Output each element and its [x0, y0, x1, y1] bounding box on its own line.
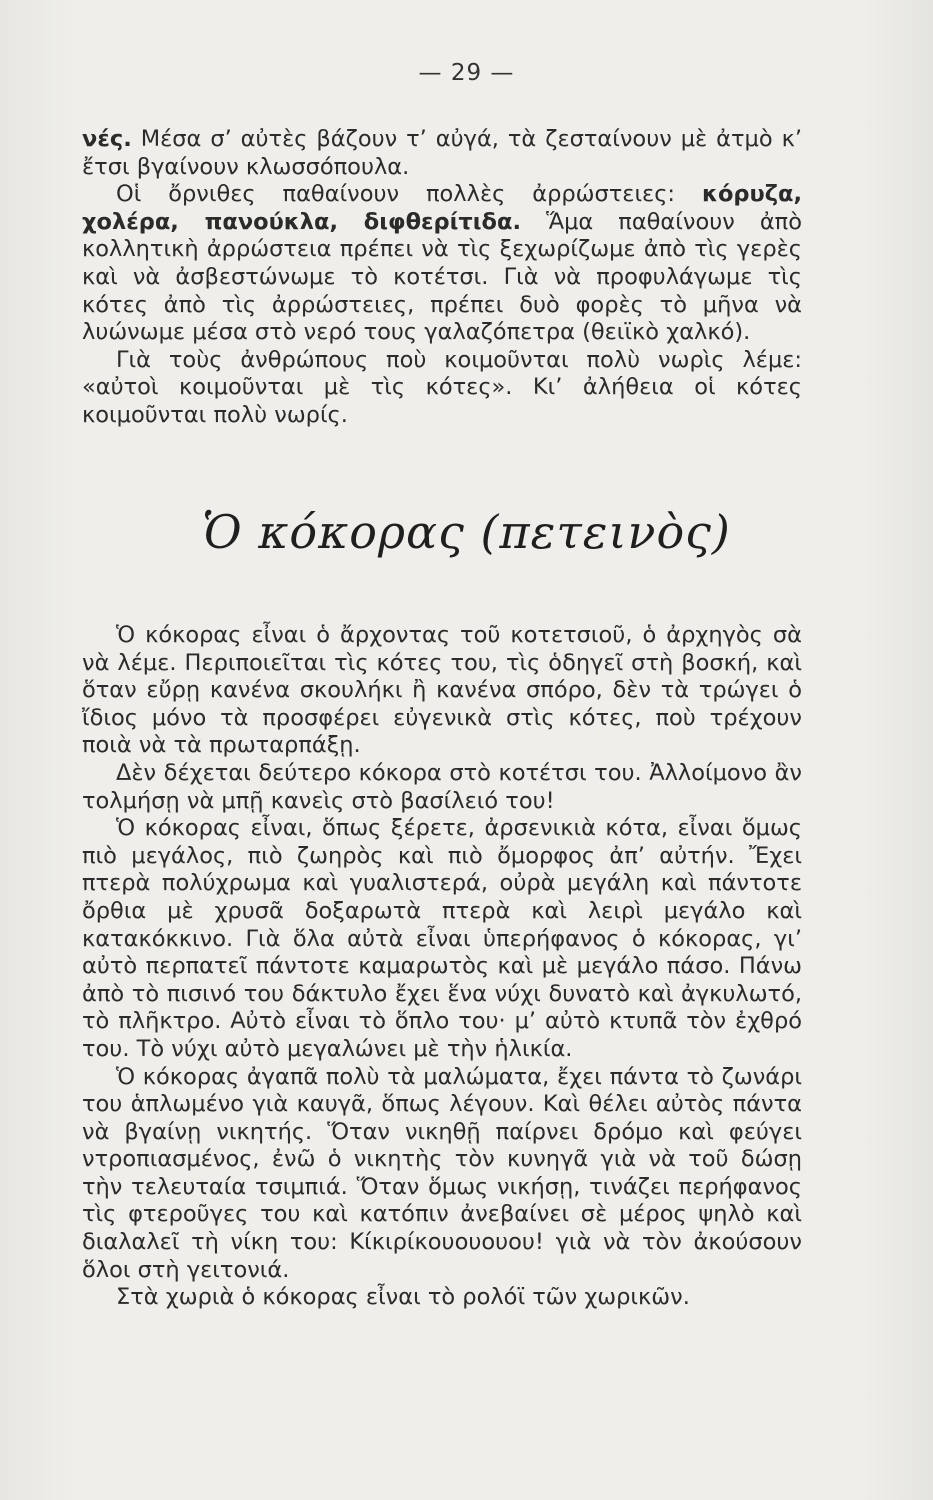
paragraph-rooster-kingdom: Δὲν δέχεται δεύτερο κόκορα στὸ κοτέτσι του. Ἀλλοίμονο ἂν τολμήσῃ νὰ μπῇ κανεὶς στὸ βασίλειό του!: [82, 759, 802, 814]
paragraph-rooster-leader: Ὁ κόκορας εἶναι ὁ ἄρχοντας τοῦ κοτετσιοῦ, ὁ ἀρχηγὸς σὰ νὰ λέμε. Περιποιεῖται τὶς κότες του, τὶς ὁδηγεῖ στὴ βοσκή, καὶ ὅταν εὔρῃ κανένα σκουλήκι ἢ κανένα σπόρο, δὲν τὰ τρώγει ὁ ἴδιος μόνο τὰ προσφέρει εὐγενικὰ στὶς κότες, ποὺ τρέχουν ποιὰ νὰ τὰ πρωταρπάξῃ.: [82, 622, 802, 759]
paragraph-text: Μέσα σ’ αὐτὲς βάζουν τ’ αὐγά, τὰ ζεσταίνουν μὲ ἀτμὸ κ’ ἔτσι βγαίνουν κλωσσόπουλα.: [82, 126, 802, 180]
section-rooster-text: [82, 622, 802, 1312]
paragraph-rooster-fights: Ὁ κόκορας ἀγαπᾶ πολὺ τὰ μαλώματα, ἔχει πάντα τὸ ζωνάρι του ἁπλωμένο γιὰ καυγᾶ, ὅπως λέγουν. Καὶ θέλει αὐτὸς πάντα νὰ βγαίνῃ νικητής. Ὅταν νικηθῇ παίρνει δρόμο καὶ φεύγει ντροπιασμένος, ἐνῶ ὁ νικητὴς τὸν κυνηγᾶ γιὰ νὰ τοῦ δώσῃ τὴν τελευταία τσιμπιά. Ὅταν ὅμως νικήσῃ, τινάζει περήφανος τὶς φτεροῦγες του καὶ κατόπιν ἀνεβαίνει σὲ μέρος ψηλὸ καὶ διαλαλεῖ τὴ νίκη του: Κίκιρίκουουουου! γιὰ νὰ τὸν ἀκούσουν ὅλοι στὴ γειτονιά.: [82, 1063, 802, 1283]
paragraph-text: Ἅμα παθαίνουν ἀπὸ κολλητικὴ ἀρρώστεια πρέπει νὰ τὶς ξεχωρίζωμε ἀπὸ τὶς γερὲς καὶ νὰ ἀσβεστώνωμε τὸ κοτέτσι. Γιὰ νὰ προφυλάγωμε τὶς κότες ἀπὸ τὶς ἀρρώστειες, πρέπει δυὸ φορὲς τὸ μῆνα νὰ λυώνωμε μέσα στὸ νερό τους γαλαζόπετρα (θειϊκὸ χαλκό).: [82, 208, 802, 346]
bold-word: νές.: [82, 126, 132, 152]
paragraph-rooster-appearance: Ὁ κόκορας εἶναι, ὅπως ξέρετε, ἀρσενικιὰ κότα, εἶναι ὅμως πιὸ μεγάλος, πιὸ ζωηρὸς καὶ πιὸ ὄμορφος ἀπ’ αὐτήν. Ἔχει πτερὰ πολύχρωμα καὶ γυαλιστερά, οὐρὰ μεγάλη καὶ πάντοτε ὄρθια μὲ χρυσᾶ δοξαρωτὰ πτερὰ καὶ λειρὶ μεγάλο καὶ κατακόκκινο. Γιὰ ὅλα αὐτὰ εἶναι ὑπερήφανος ὁ κόκορας, γι’ αὐτὸ περπατεῖ πάντοτε καμαρωτὸς καὶ μὲ μεγάλο πάσο. Πάνω ἀπὸ τὸ πισινό του δάκτυλο ἔχει ἕνα νύχι δυνατὸ καὶ ἀγκυλωτό, τὸ πλῆκτρο. Αὐτὸ εἶναι τὸ ὅπλο του· μ’ αὐτὸ κτυπᾶ τὸν ἐχθρό του. Τὸ νύχι αὐτὸ μεγαλώνει μὲ τὴν ἡλικία.: [82, 815, 802, 1062]
paragraph-incubators: [82, 126, 802, 181]
paragraph-text: Οἱ ὄρνιθες παθαίνουν πολλὲς ἀρρώστειες:: [116, 181, 702, 208]
page-number: — 29 —: [418, 60, 515, 86]
paragraph-rooster-clock: Στὰ χωριὰ ὁ κόκορας εἶναι τὸ ρολόϊ τῶν χωρικῶν.: [116, 1284, 690, 1311]
section-hens-text: [82, 126, 802, 430]
paragraph-diseases: [82, 181, 802, 347]
disease-list: κόρυζα, χολέρα, πανούκλα, διφθερίτιδα.: [82, 181, 802, 235]
paragraph-sleep: Γιὰ τοὺς ἀνθρώπους ποὺ κοιμοῦνται πολὺ νωρὶς λέμε: «αὐτοὶ κοιμοῦνται μὲ τὶς κότες». Κι’ ἀλήθεια οἱ κότες κοιμοῦνται πολὺ νωρίς.: [82, 346, 802, 428]
section-title: Ὁ κόκορας (πετεινὸς): [202, 505, 731, 559]
